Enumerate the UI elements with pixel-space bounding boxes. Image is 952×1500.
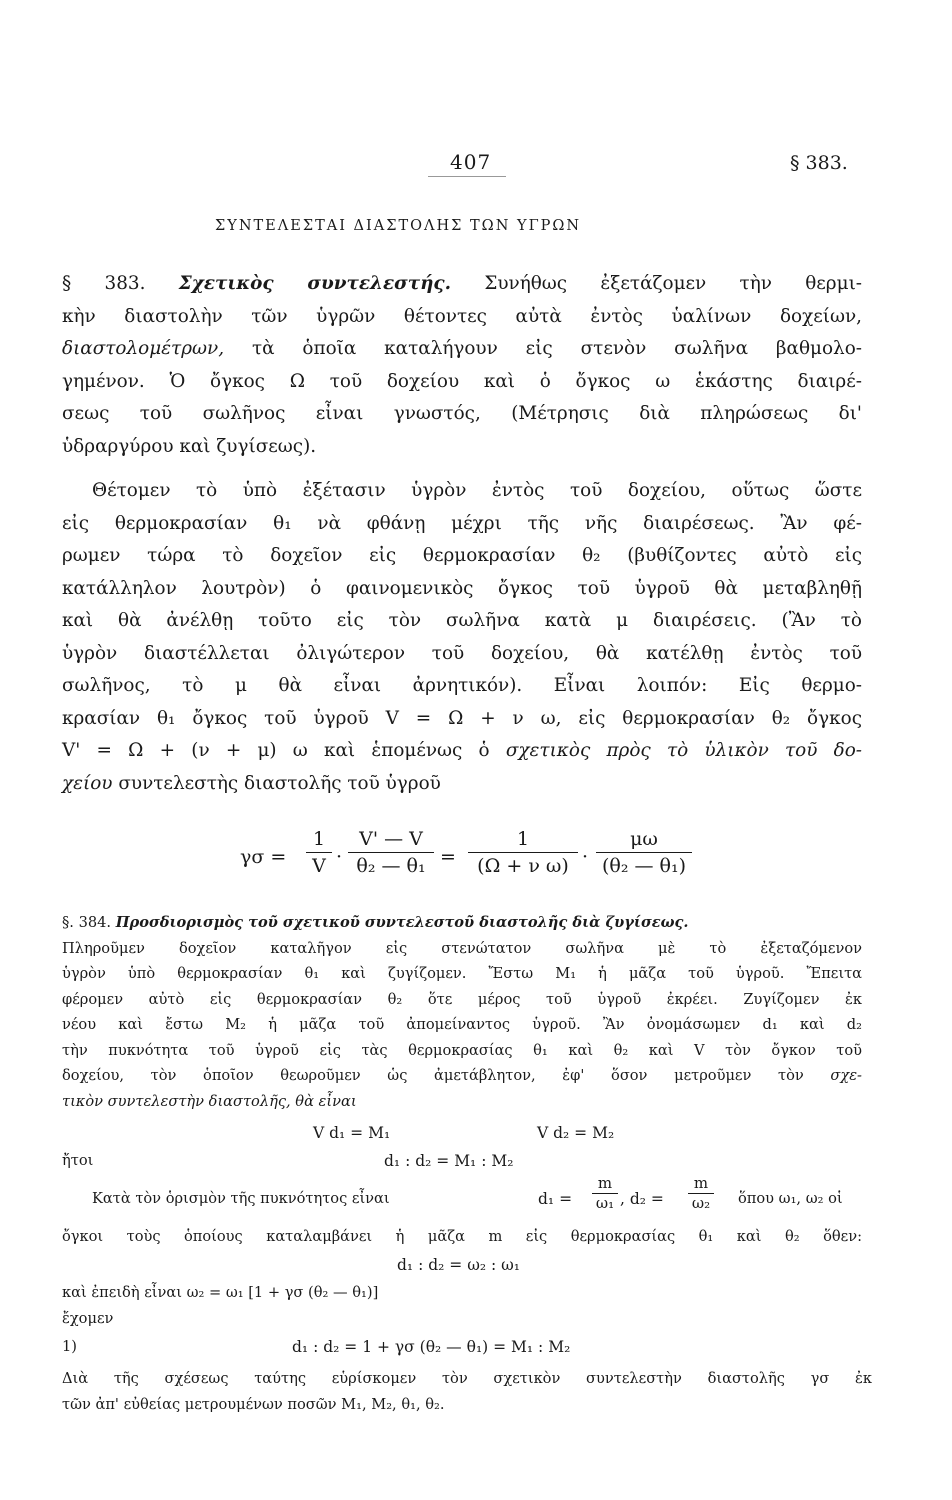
dot-operator: · [336,846,343,868]
text-line: εἰς θερμοκρασίαν θ₁ νὰ φθάνῃ μέχρι τῆς νῆς διαιρέσεως. Ἂν φέ- [62,512,862,534]
denominator: ω₂ [691,1194,711,1212]
numerator: μω [596,828,692,853]
section-384-paragraph [62,910,862,1114]
expansion-coefficient-formula [240,828,710,898]
text-line: κὴν διαστολὴν τῶν ὑγρῶν θέτοντες αὐτὰ ἐντὸς ὑαλίνων δοχείων, [62,305,862,327]
text-line: καὶ θὰ ἀνέλθῃ τοῦτο εἰς τὸν σωλῆνα κατὰ μ διαιρέσεις. (Ἂν τὸ [62,610,862,631]
text-fragment: V' = Ω + (ν + μ) ω καὶ ἑπομένως ὁ [62,740,490,761]
formula-lhs: γσ = [240,846,287,868]
fraction-1-over-v [306,828,332,877]
text-line: γημένον. Ὁ ὄγκος Ω τοῦ δοχείου καὶ ὁ ὄγκος ω ἑκάστης διαιρέ- [62,370,862,392]
fraction-volume-change [348,828,434,877]
page-number: 407 [450,150,492,174]
fraction-mu-omega [596,828,692,877]
equation-density-ratio: d₁ : d₂ = M₁ : M₂ [384,1152,514,1170]
equation-vd2: V d₂ = M₂ [537,1124,615,1142]
fraction-m-over-omega1 [592,1174,618,1212]
section-383-paragraph-2 [62,475,862,800]
text-line [62,268,862,301]
numerator: m [592,1174,618,1194]
text-line: ὄγκοι τοὺς ὁποίους καταλαμβάνει ἡ μᾶζα m εἰς θερμοκρασίας θ₁ καὶ θ₂ ὅθεν: [62,1228,862,1245]
text-line: κρασίαν θ₁ ὄγκος τοῦ ὑγροῦ V = Ω + ν ω, εἰς θερμοκρασίαν θ₂ ὄγκος [62,707,862,729]
text-line [62,1063,862,1089]
numerator: m [688,1174,714,1194]
text-line [62,735,862,768]
numerator: V' — V [348,828,434,853]
text-line: Διὰ τῆς σχέσεως ταύτης εὑρίσκομεν τὸν σχετικὸν συντελεστὴν διαστολῆς γσ ἐκ [62,1370,872,1387]
definition-tail: ὅπου ω₁, ω₂ οἱ [738,1190,843,1207]
text-line: σεως τοῦ σωλῆνος εἶναι γνωστός, (Μέτρησις διὰ πληρώσεως δι' [62,403,862,424]
denominator: θ₂ — θ₁ [356,855,426,877]
fraction-1-over-volume [468,828,578,877]
text-line: καὶ ἐπειδὴ εἶναι ω₂ = ω₁ [1 + γσ (θ₂ — θ₁)] [62,1284,379,1301]
italic-phrase: σχετικὸς πρὸς τὸ ὑλικὸν τοῦ δο- [505,740,862,761]
italic-fragment: σχε- [830,1067,862,1084]
text-line [62,333,862,366]
text-fragment: συντελεστὴς διαστολῆς τοῦ ὑγροῦ [118,772,441,794]
section-383-paragraph-1 [62,268,862,463]
section-384-number: §. 384. [62,914,112,931]
fraction-m-over-omega2 [688,1174,714,1212]
equation-label: 1) [62,1338,77,1355]
text-line [62,768,862,801]
running-head: ΣΥΝΤΕΛΕΣΤΑΙ ΔΙΑΣΤΟΛΗΣ ΤΩΝ ΥΓΡΩΝ [215,218,582,234]
equals-sign: = [440,846,456,868]
text-line: τὴν πυκνότητα τοῦ ὑγροῦ εἰς τὰς θερμοκρασίας θ₁ καὶ θ₂ καὶ V τὸν ὄγκον τοῦ [62,1041,862,1059]
denominator: ω₁ [595,1194,615,1212]
text-line: κατάλληλον λουτρὸν) ὁ φαινομενικὸς ὄγκος τοῦ ὑγροῦ θὰ μεταβληθῇ [62,577,862,599]
text-fragment: Συνήθως ἐξετάζομεν τὴν θερμι- [484,273,862,294]
text-line: ὑδραργύρου καὶ ζυγίσεως). [62,435,317,457]
italic-term: διαστολομέτρων, [62,338,225,359]
text-line: νέου καὶ ἔστω M₂ ἡ μᾶζα τοῦ ἀπομείναντος ὑγροῦ. Ἂν ὀνομάσωμεν d₁ καὶ d₂ [62,1016,862,1033]
d1-equals: d₁ = [538,1190,573,1208]
word-exomen: ἔχομεν [62,1310,114,1327]
text-line: ρωμεν τώρα τὸ δοχεῖον εἰς θερμοκρασίαν θ₂ (βυθίζοντες αὐτὸ εἰς [62,545,862,566]
numerator: 1 [306,828,332,853]
denominator: (θ₂ — θ₁) [601,855,686,877]
text-fragment: τὰ ὁποῖα καταλήγουν εἰς στενὸν σωλῆνα βαθμολο- [251,338,862,359]
text-fragment: συντελεστὴν διαστολῆς, θὰ εἶναι [107,1092,357,1110]
text-line: σωλῆνος, τὸ μ θὰ εἶναι ἀρνητικόν). Εἶναι λοιπόν: Εἰς θερμο- [62,675,862,696]
denominator: V [312,855,326,877]
final-equation: d₁ : d₂ = 1 + γσ (θ₂ — θ₁) = M₁ : M₂ [292,1338,571,1356]
text-line [62,1089,862,1115]
d2-equals: , d₂ = [620,1190,664,1208]
equation-volume-ratio: d₁ : d₂ = ω₂ : ω₁ [397,1256,520,1274]
italic-fragment: τικὸν [62,1092,104,1110]
text-line: ὑγρὸν ὑπὸ θερμοκρασίαν θ₁ καὶ ζυγίζομεν. Ἔστω M₁ ἡ μᾶζα τοῦ ὑγροῦ. Ἔπειτα [62,965,862,982]
section-383-number: § 383. [62,273,146,294]
text-line: φέρομεν αὐτὸ εἰς θερμοκρασίαν θ₂ ὅτε μέρος τοῦ ὑγροῦ ἐκρέει. Ζυγίζομεν ἐκ [62,990,862,1008]
text-fragment: δοχείου, τὸν ὁποῖον θεωροῦμεν ὡς ἀμετάβλητον, ἐφ' ὅσον μετροῦμεν τὸν [62,1067,804,1084]
dot-operator: · [582,846,589,868]
text-line: τῶν ἀπ' εὐθείας μετρουμένων ποσῶν M₁, M₂, θ₁, θ₂. [62,1396,445,1413]
page-number-rule [428,176,506,177]
equation-vd1: V d₁ = M₁ [313,1124,391,1142]
word-htoi: ἤτοι [62,1152,94,1169]
text-line: Θέτομεν τὸ ὑπὸ ἐξέτασιν ὑγρὸν ἐντὸς τοῦ δοχείου, οὕτως ὥστε [92,480,862,501]
text-line [62,910,862,936]
denominator: (Ω + ν ω) [477,855,569,877]
text-line: ὑγρὸν διαστέλλεται ὀλιγώτερον τοῦ δοχείου, θὰ κατέλθῃ ἐντὸς τοῦ [62,642,862,664]
numerator: 1 [468,828,578,853]
italic-phrase: χείου [62,772,113,794]
section-384-heading: Προσδιορισμὸς τοῦ σχετικοῦ συντελεστοῦ διαστολῆς διὰ ζυγίσεως. [115,914,689,931]
density-definition-text: Κατὰ τὸν ὁρισμὸν τῆς πυκνότητος εἶναι [92,1190,390,1207]
text-line: Πληροῦμεν δοχεῖον καταλῆγον εἰς στενώτατον σωλῆνα μὲ τὸ ἐξεταζόμενον [62,939,862,957]
section-mark: § 383. [790,152,848,174]
section-383-heading: Σχετικὸς συντελεστής. [178,273,452,294]
